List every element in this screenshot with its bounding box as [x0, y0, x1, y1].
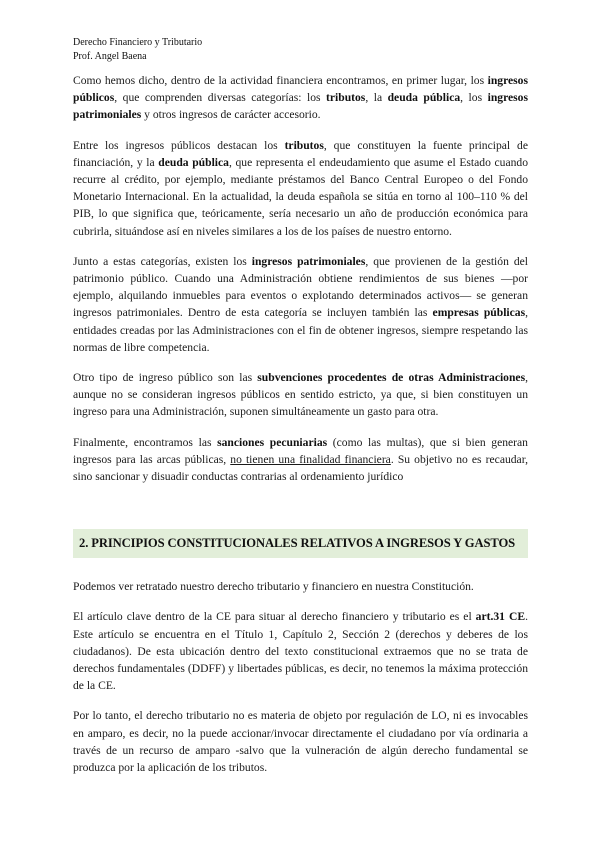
paragraph [73, 369, 528, 421]
bold-term: tributos [284, 138, 324, 152]
paragraph [73, 608, 528, 694]
text-run: El artículo clave dentro de la CE para situar al derecho financiero y tributario es el [73, 610, 476, 624]
bold-term: deuda pública [158, 155, 229, 169]
text-run: , aunque no se consideran ingresos públicos en sentido estricto, ya que, si bien constituyen un ingreso para una Administración, suponen simultáneamente un gasto para otra. [73, 371, 528, 419]
bold-term: sanciones pecuniarias [217, 435, 328, 449]
text-run: Junto a estas categorías, existen los [73, 254, 252, 268]
section-2-body [73, 578, 528, 776]
text-run: . Su objetivo no es recaudar, sino sancionar y disuadir conductas contrarias al ordenamiento jurídico [73, 452, 528, 484]
text-run: , que provienen de la gestión del patrimonio público. Cuando una Administración obtiene rendimientos de sus bienes —por ejemplo, alquilando inmuebles para eventos o explotando determinados activos— se generan ingresos patrimoniales. Dentro de esta categoría se incluyen también las [73, 254, 528, 320]
section-heading: 2. PRINCIPIOS CONSTITUCIONALES RELATIVOS A INGRESOS Y GASTOS [73, 529, 528, 558]
bold-term: ingresos patrimoniales [251, 254, 366, 268]
text-run: , la [365, 91, 388, 105]
text-run: , que constituyen la fuente principal de financiación, y la [73, 138, 528, 169]
bold-term: empresas públicas [432, 306, 526, 320]
text-run: , los [460, 91, 488, 105]
text-run: , entidades creadas por las Administraciones con el fin de obtener ingresos, siempre respetando las normas de libre competencia. [73, 306, 528, 354]
intro-section [73, 72, 528, 485]
text-run: Por lo tanto, el derecho tributario no es materia de objeto por regulación de LO, ni es invocables en amparo, es decir, no la puede accionar/invocar directamente el ciudadano por vía ordinaria a través de un recurso de amparo -salvo que la vulneración de algún derecho fundamental se produzca por la aplicación de los tributos. [73, 709, 528, 775]
underlined-text: no tienen una finalidad financiera [230, 452, 391, 466]
bold-term: ingresos públicos [73, 74, 528, 105]
text-run: Finalmente, encontramos las [73, 435, 218, 449]
bold-term: deuda pública [387, 91, 461, 105]
bold-term: art.31 CE [475, 610, 526, 624]
bold-term: tributos [326, 91, 366, 105]
header-course-title: Derecho Financiero y Tributario [73, 37, 203, 48]
bold-term: subvenciones procedentes de otras Administraciones [257, 371, 526, 385]
text-run: y otros ingresos de carácter accesorio. [141, 108, 321, 122]
text-run: Otro tipo de ingreso público son las [73, 371, 258, 385]
text-run: . Este artículo se encuentra en el Título 1, Capítulo 2, Sección 2 (derechos y deberes de los ciudadanos). De esta ubicación dentro del texto constitucional extraemos que no se trata de derechos fundamentales (DDFF) y libertades públicas, es decir, no tenemos la máxima protección de la CE. [73, 610, 528, 693]
paragraph [73, 253, 528, 356]
paragraph [73, 707, 528, 776]
page-header [73, 36, 202, 64]
text-run: Podemos ver retratado nuestro derecho tributario y financiero en nuestra Constitución. [73, 580, 474, 594]
paragraph [73, 434, 528, 486]
text-run: Entre los ingresos públicos destacan los [73, 138, 285, 152]
paragraph [73, 72, 528, 124]
text-run: (como las multas), que si bien generan ingresos para las arcas públicas, [73, 435, 528, 466]
paragraph [73, 137, 528, 240]
text-run: Como hemos dicho, dentro de la actividad financiera encontramos, en primer lugar, los [73, 74, 488, 87]
text-run: , que representa el endeudamiento que asume el Estado cuando recurre al crédito, por ejemplo, mediante préstamos del Banco Central Europeo o del Fondo Monetario Internacional. En la actualidad, la deuda española se sitúa en torno al 100–110 % del PIB, lo que significa que, teóricamente, sería necesario un año de producción económica para cubrirla, situándose así en niveles similares a los de los países de nuestro entorno. [73, 155, 528, 238]
text-run: , que comprenden diversas categorías: los [114, 91, 327, 105]
document-body [73, 72, 528, 789]
paragraph [73, 578, 528, 595]
header-professor: Prof. Angel Baena [73, 51, 147, 62]
bold-term: ingresos patrimoniales [73, 91, 528, 122]
